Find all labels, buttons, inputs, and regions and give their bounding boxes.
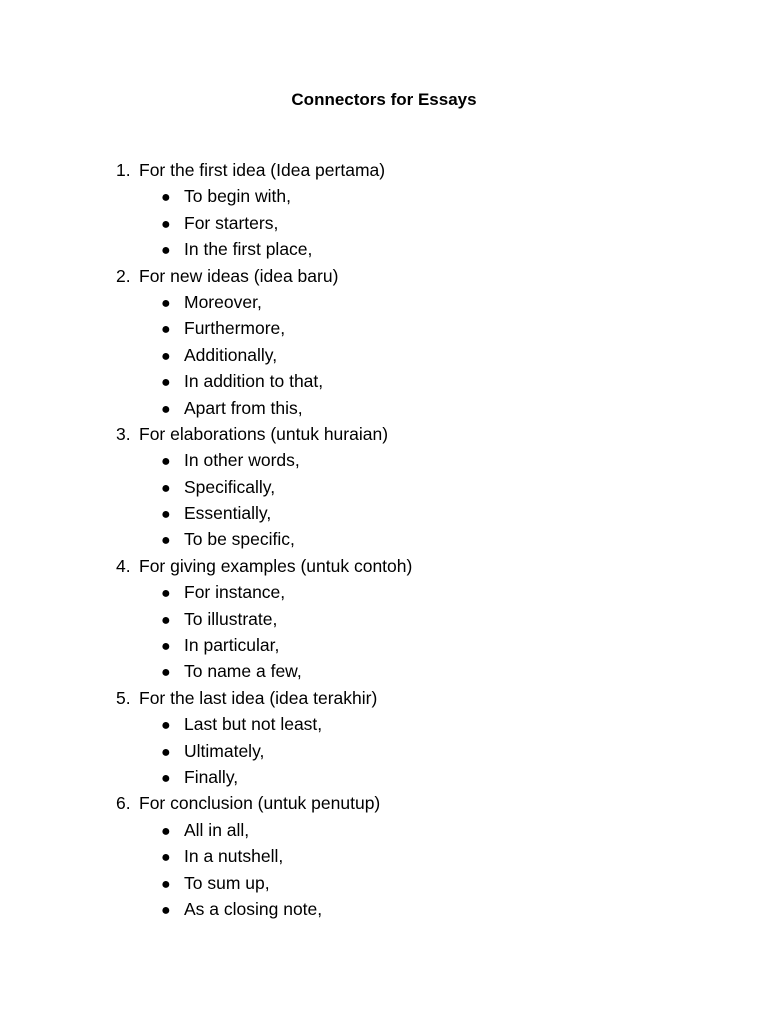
bullet-icon: ●	[161, 743, 171, 761]
bullet-icon: ●	[161, 532, 171, 550]
section-heading	[116, 157, 676, 183]
bullet-list	[116, 289, 676, 421]
bullet-icon: ●	[161, 506, 171, 524]
list-item-text: In addition to that,	[184, 371, 324, 392]
section-3	[116, 421, 676, 553]
list-item	[116, 711, 676, 737]
bullet-icon: ●	[161, 901, 171, 919]
section-heading	[116, 263, 676, 289]
section-4	[116, 553, 676, 685]
list-item-text: To sum up,	[184, 872, 270, 893]
list-item-text: To name a few,	[184, 661, 302, 682]
list-item	[116, 870, 676, 896]
bullet-icon: ●	[161, 822, 171, 840]
list-item	[116, 447, 676, 473]
list-item-text: To begin with,	[184, 186, 292, 207]
bullet-icon: ●	[161, 875, 171, 893]
section-heading	[116, 685, 676, 711]
list-item	[116, 764, 676, 790]
list-item	[116, 183, 676, 209]
list-item	[116, 632, 676, 658]
section-1	[116, 157, 676, 263]
bullet-icon: ●	[161, 585, 171, 603]
list-item-text: In other words,	[184, 450, 300, 471]
section-number: 2.	[116, 265, 131, 286]
section-6	[116, 790, 676, 922]
list-item	[116, 896, 676, 922]
list-item	[116, 315, 676, 341]
list-item	[116, 236, 676, 262]
bullet-icon: ●	[161, 479, 171, 497]
list-item	[116, 579, 676, 605]
list-item	[116, 606, 676, 632]
list-item-text: Specifically,	[184, 476, 276, 497]
bullet-icon: ●	[161, 347, 171, 365]
bullet-icon: ●	[161, 189, 171, 207]
list-item-text: Furthermore,	[184, 318, 286, 339]
bullet-icon: ●	[161, 769, 171, 787]
list-item-text: All in all,	[184, 819, 250, 840]
list-item-text: In particular,	[184, 635, 280, 656]
bullet-icon: ●	[161, 717, 171, 735]
list-item-text: Last but not least,	[184, 714, 323, 735]
bullet-icon: ●	[161, 321, 171, 339]
list-item	[116, 738, 676, 764]
section-heading-text: For new ideas (idea baru)	[139, 265, 339, 286]
bullet-icon: ●	[161, 374, 171, 392]
list-item-text: In a nutshell,	[184, 846, 284, 867]
list-item	[116, 474, 676, 500]
list-item-text: Additionally,	[184, 344, 278, 365]
section-heading-text: For the first idea (Idea pertama)	[139, 160, 386, 180]
section-heading-text: For giving examples (untuk contoh)	[139, 555, 413, 576]
section-2	[116, 263, 676, 421]
list-item	[116, 843, 676, 869]
list-item-text: In the first place,	[184, 239, 313, 260]
list-item-text: As a closing note,	[184, 898, 323, 919]
list-item	[116, 817, 676, 843]
bullet-list	[116, 579, 676, 685]
connector-list	[116, 157, 676, 922]
section-number: 3.	[116, 423, 131, 444]
list-item-text: For starters,	[184, 212, 279, 233]
list-item	[116, 658, 676, 684]
bullet-icon: ●	[161, 611, 171, 629]
bullet-icon: ●	[161, 294, 171, 312]
list-item	[116, 395, 676, 421]
list-item-text: For instance,	[184, 582, 286, 603]
section-number: 6.	[116, 793, 131, 814]
section-heading-text: For conclusion (untuk penutup)	[139, 793, 381, 814]
section-heading	[116, 790, 676, 816]
list-item-text: Ultimately,	[184, 740, 265, 761]
list-item-text: To illustrate,	[184, 608, 278, 629]
section-heading	[116, 553, 676, 579]
section-number: 4.	[116, 555, 131, 576]
bullet-list	[116, 447, 676, 553]
bullet-icon: ●	[161, 242, 171, 260]
list-item-text: Moreover,	[184, 291, 262, 312]
section-number: 5.	[116, 687, 131, 708]
bullet-list	[116, 817, 676, 923]
section-5	[116, 685, 676, 791]
list-item	[116, 342, 676, 368]
list-item-text: Essentially,	[184, 503, 272, 524]
bullet-icon: ●	[161, 400, 171, 418]
section-heading	[116, 421, 676, 447]
list-item	[116, 526, 676, 552]
bullet-icon: ●	[161, 849, 171, 867]
bullet-list	[116, 183, 676, 262]
section-heading-text: For elaborations (untuk huraian)	[139, 423, 389, 444]
section-heading-text: For the last idea (idea terakhir)	[139, 687, 378, 708]
bullet-icon: ●	[161, 638, 171, 656]
document-title: Connectors for Essays	[291, 90, 477, 109]
list-item	[116, 368, 676, 394]
bullet-icon: ●	[161, 453, 171, 471]
bullet-icon: ●	[161, 664, 171, 682]
list-item	[116, 210, 676, 236]
list-item	[116, 500, 676, 526]
list-item-text: Finally,	[184, 766, 239, 787]
bullet-icon: ●	[161, 215, 171, 233]
list-item-text: Apart from this,	[184, 397, 303, 418]
list-item	[116, 289, 676, 315]
section-number: 1.	[116, 160, 131, 180]
bullet-list	[116, 711, 676, 790]
list-item-text: To be specific,	[184, 529, 295, 550]
